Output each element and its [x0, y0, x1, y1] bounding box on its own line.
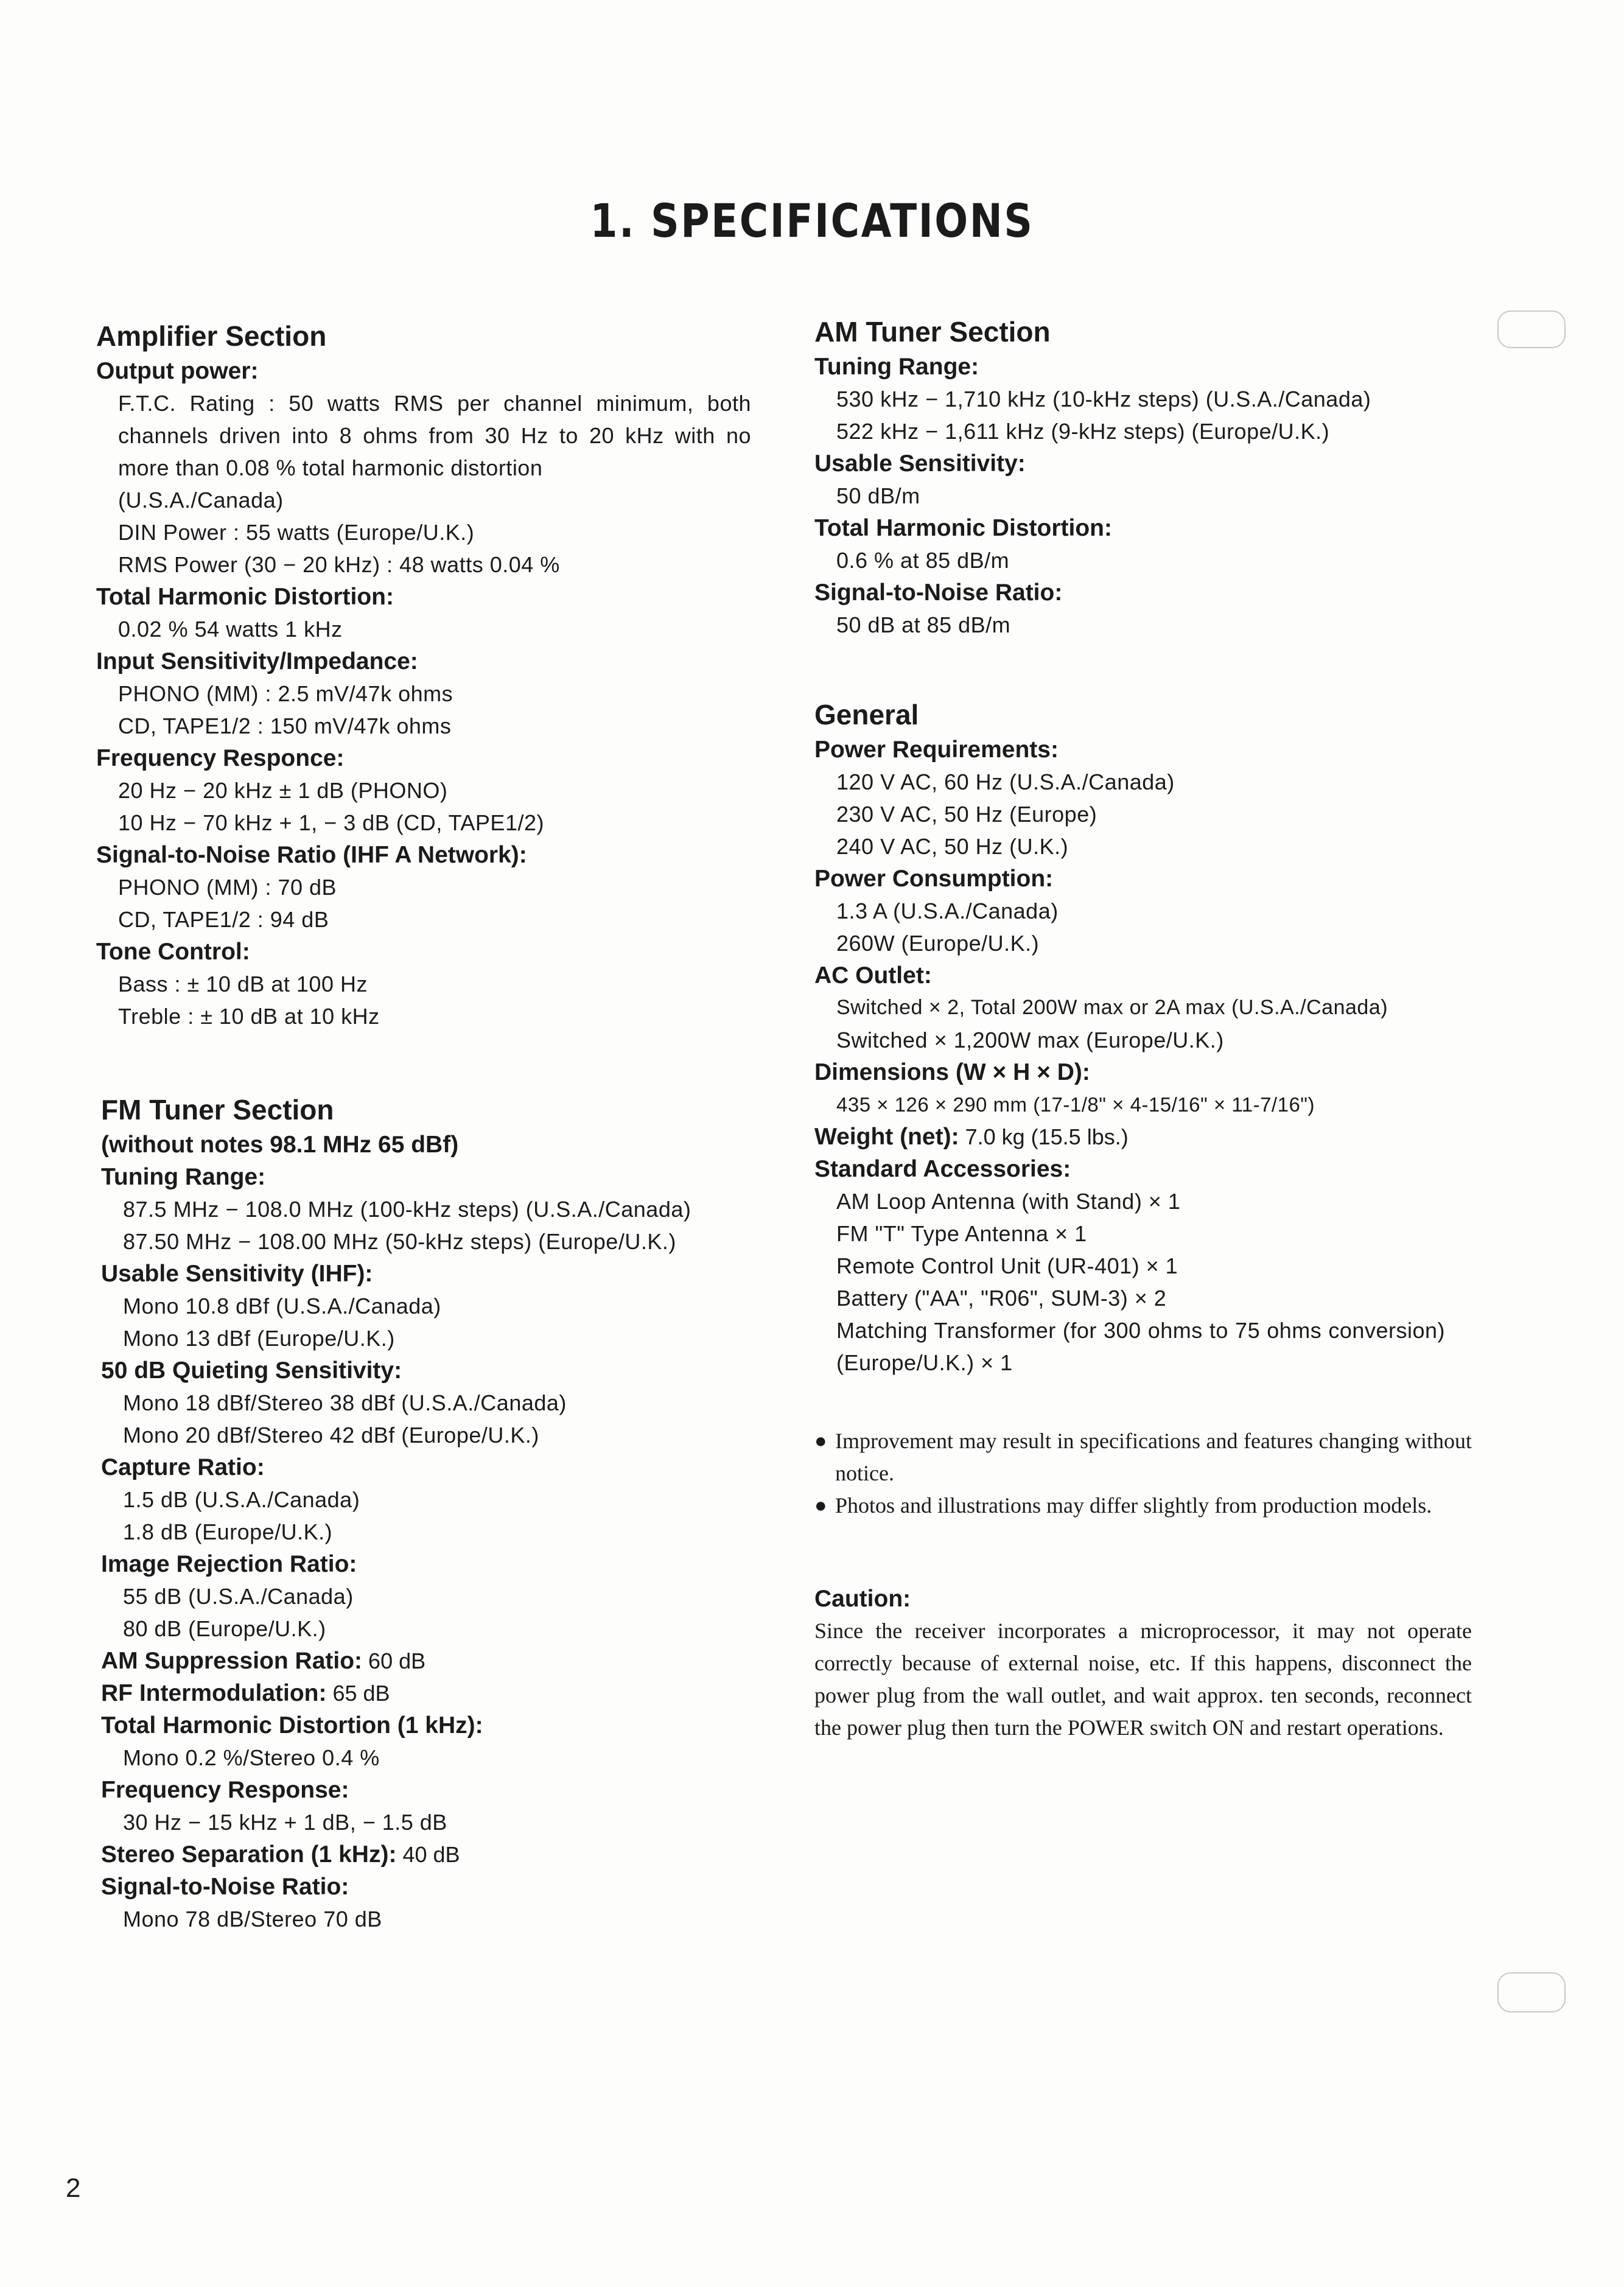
tone-treble: Treble : ± 10 dB at 10 kHz [118, 1004, 380, 1029]
fm-thd-value: Mono 0.2 %/Stereo 0.4 % [123, 1745, 380, 1770]
power-req-1: 120 V AC, 60 Hz (U.S.A./Canada) [836, 769, 1175, 794]
page-title: 1. SPECIFICATIONS [590, 194, 1034, 248]
fm-tuning-label: Tuning Range: [101, 1164, 266, 1190]
fm-note: (without notes 98.1 MHz 65 dBf) [101, 1132, 459, 1158]
fm-am-supp-label: AM Suppression Ratio: [101, 1648, 363, 1674]
fm-sep-value: 40 dB [402, 1842, 460, 1867]
ac-outlet-1: Switched × 2, Total 200W max or 2A max (U.S.A./Canada) [836, 996, 1388, 1019]
am-thd-label: Total Harmonic Distortion: [814, 515, 1112, 541]
weight-label: Weight (net): [814, 1124, 959, 1150]
fm-sep-label: Stereo Separation (1 kHz): [101, 1841, 397, 1868]
power-req-label: Power Requirements: [814, 737, 1059, 763]
fm-quieting-us: Mono 18 dBf/Stereo 38 dBf (U.S.A./Canada) [123, 1390, 567, 1415]
output-power-label: Output power: [96, 358, 259, 384]
ftc-region: (U.S.A./Canada) [118, 488, 284, 513]
power-cons-1: 1.3 A (U.S.A./Canada) [836, 898, 1059, 923]
general-section-title: General [814, 699, 919, 730]
amp-snr-phono: PHONO (MM) : 70 dB [118, 875, 337, 900]
tone-bass: Bass : ± 10 dB at 100 Hz [118, 972, 368, 996]
ac-outlet-label: AC Outlet: [814, 962, 932, 989]
fm-am-suppression [101, 1645, 790, 1677]
fm-freq-value: 30 Hz − 15 kHz + 1 dB, − 1.5 dB [123, 1810, 447, 1835]
fm-tuner-section [96, 1091, 790, 1935]
din-power: DIN Power : 55 watts (Europe/U.K.) [118, 520, 475, 545]
fm-freq-label: Frequency Response: [101, 1777, 349, 1803]
am-thd-value: 0.6 % at 85 dB/m [836, 548, 1010, 573]
note-item [814, 1425, 1472, 1490]
note-item [814, 1490, 1472, 1522]
right-column [814, 313, 1472, 1744]
fm-usable-label: Usable Sensitivity (IHF): [101, 1261, 373, 1287]
tone-control-label: Tone Control: [96, 939, 250, 965]
weight-value: 7.0 kg (15.5 lbs.) [965, 1124, 1129, 1149]
fm-snr-label: Signal-to-Noise Ratio: [101, 1874, 349, 1900]
amp-snr-label: Signal-to-Noise Ratio (IHF A Network): [96, 842, 527, 868]
fm-tuning-eu: 87.50 MHz − 108.00 MHz (50-kHz steps) (Europe/U.K.) [123, 1229, 676, 1254]
amp-snr-cd: CD, TAPE1/2 : 94 dB [118, 907, 329, 932]
power-req-3: 240 V AC, 50 Hz (U.K.) [836, 834, 1069, 859]
fm-quieting-eu: Mono 20 dBf/Stereo 42 dBf (Europe/U.K.) [123, 1423, 539, 1448]
fm-usable-eu: Mono 13 dBf (Europe/U.K.) [123, 1326, 395, 1351]
amp-thd-label: Total Harmonic Distortion: [96, 584, 394, 610]
am-tuning-us: 530 kHz − 1,710 kHz (10-kHz steps) (U.S.A./Canada) [836, 387, 1371, 412]
rms-power: RMS Power (30 − 20 kHz) : 48 watts 0.04 % [118, 552, 560, 577]
page-number: 2 [66, 2173, 81, 2203]
fm-capture-eu: 1.8 dB (Europe/U.K.) [123, 1519, 333, 1544]
ftc-rating: F.T.C. Rating : 50 watts RMS per channel minimum, both channels driven into 8 ohms from 30 Hz to 20 kHz with no more than 0.08 % total harmonic distortion [118, 391, 751, 480]
fm-image-eu: 80 dB (Europe/U.K.) [123, 1616, 326, 1641]
amplifier-section-title: Amplifier Section [96, 320, 327, 352]
am-tuning-label: Tuning Range: [814, 354, 979, 380]
amp-freq-cd: 10 Hz − 70 kHz + 1, − 3 dB (CD, TAPE1/2) [118, 810, 544, 835]
input-phono: PHONO (MM) : 2.5 mV/47k ohms [118, 681, 453, 706]
binding-hole-mark [1497, 1972, 1566, 2012]
fm-usable-us: Mono 10.8 dBf (U.S.A./Canada) [123, 1294, 441, 1319]
fm-capture-us: 1.5 dB (U.S.A./Canada) [123, 1487, 360, 1512]
fm-image-us: 55 dB (U.S.A./Canada) [123, 1584, 354, 1609]
bullet-icon: ● [814, 1494, 827, 1517]
am-section-title: AM Tuner Section [814, 316, 1051, 348]
am-usable-label: Usable Sensitivity: [814, 450, 1026, 477]
bullet-icon: ● [814, 1430, 827, 1452]
accessory-2: FM "T" Type Antenna × 1 [836, 1221, 1087, 1246]
fm-thd-label: Total Harmonic Distortion (1 kHz): [101, 1712, 483, 1739]
amplifier-section [96, 317, 790, 1032]
input-cd: CD, TAPE1/2 : 150 mV/47k ohms [118, 713, 452, 738]
amp-thd-value: 0.02 % 54 watts 1 kHz [118, 617, 343, 642]
binding-hole-mark [1497, 310, 1566, 348]
general-section [814, 696, 1472, 1379]
caution-text: Since the receiver incorporates a microprocessor, it may not operate correctly because of external noise, etc. If this happens, disconnect the power plug from the wall outlet, and wait approx. ten seconds, reconnect the power plug then turn the POWER switch ON and restart operations. [814, 1619, 1472, 1740]
accessory-4: Battery ("AA", "R06", SUM-3) × 2 [836, 1286, 1167, 1311]
note-text-1: Improvement may result in specifications and features changing without notice. [835, 1429, 1472, 1485]
fm-image-label: Image Rejection Ratio: [101, 1551, 357, 1577]
dimensions-value: 435 × 126 × 290 mm (17-1/8" × 4-15/16" × 11-7/16") [836, 1093, 1315, 1116]
fm-rf-intermod [101, 1677, 790, 1709]
am-usable-value: 50 dB/m [836, 483, 920, 508]
power-cons-2: 260W (Europe/U.K.) [836, 931, 1040, 956]
note-text-2: Photos and illustrations may differ slightly from production models. [835, 1493, 1432, 1518]
amp-freq-label: Frequency Responce: [96, 745, 345, 771]
power-cons-label: Power Consumption: [814, 866, 1054, 892]
am-tuner-section [814, 313, 1472, 641]
fm-stereo-separation [101, 1838, 790, 1871]
weight-row [814, 1121, 1472, 1153]
left-column [96, 317, 790, 1935]
accessories-label: Standard Accessories: [814, 1156, 1071, 1182]
am-snr-label: Signal-to-Noise Ratio: [814, 580, 1063, 606]
fm-quieting-label: 50 dB Quieting Sensitivity: [101, 1357, 402, 1384]
accessory-3: Remote Control Unit (UR-401) × 1 [836, 1253, 1178, 1278]
amp-freq-phono: 20 Hz − 20 kHz ± 1 dB (PHONO) [118, 778, 448, 803]
fm-section-title: FM Tuner Section [101, 1094, 334, 1126]
fm-am-supp-value: 60 dB [368, 1648, 426, 1673]
dimensions-label: Dimensions (W × H × D): [814, 1059, 1090, 1085]
ac-outlet-2: Switched × 1,200W max (Europe/U.K.) [836, 1028, 1224, 1052]
fm-tuning-us: 87.5 MHz − 108.0 MHz (100-kHz steps) (U.S.A./Canada) [123, 1197, 691, 1222]
am-tuning-eu: 522 kHz − 1,611 kHz (9-kHz steps) (Europe/U.K.) [836, 419, 1330, 444]
fm-capture-label: Capture Ratio: [101, 1454, 265, 1480]
accessory-1: AM Loop Antenna (with Stand) × 1 [836, 1189, 1181, 1214]
input-sensitivity-label: Input Sensitivity/Impedance: [96, 648, 418, 674]
fm-rf-label: RF Intermodulation: [101, 1680, 327, 1706]
am-snr-value: 50 dB at 85 dB/m [836, 612, 1011, 637]
caution-block [814, 1583, 1472, 1744]
fm-rf-value: 65 dB [332, 1681, 390, 1706]
accessory-5: Matching Transformer (for 300 ohms to 75 ohms conversion) (Europe/U.K.) × 1 [836, 1318, 1445, 1375]
caution-label: Caution: [814, 1586, 911, 1612]
fm-snr-value: Mono 78 dB/Stereo 70 dB [123, 1907, 382, 1932]
notes-block [814, 1425, 1472, 1522]
power-req-2: 230 V AC, 50 Hz (Europe) [836, 802, 1097, 827]
